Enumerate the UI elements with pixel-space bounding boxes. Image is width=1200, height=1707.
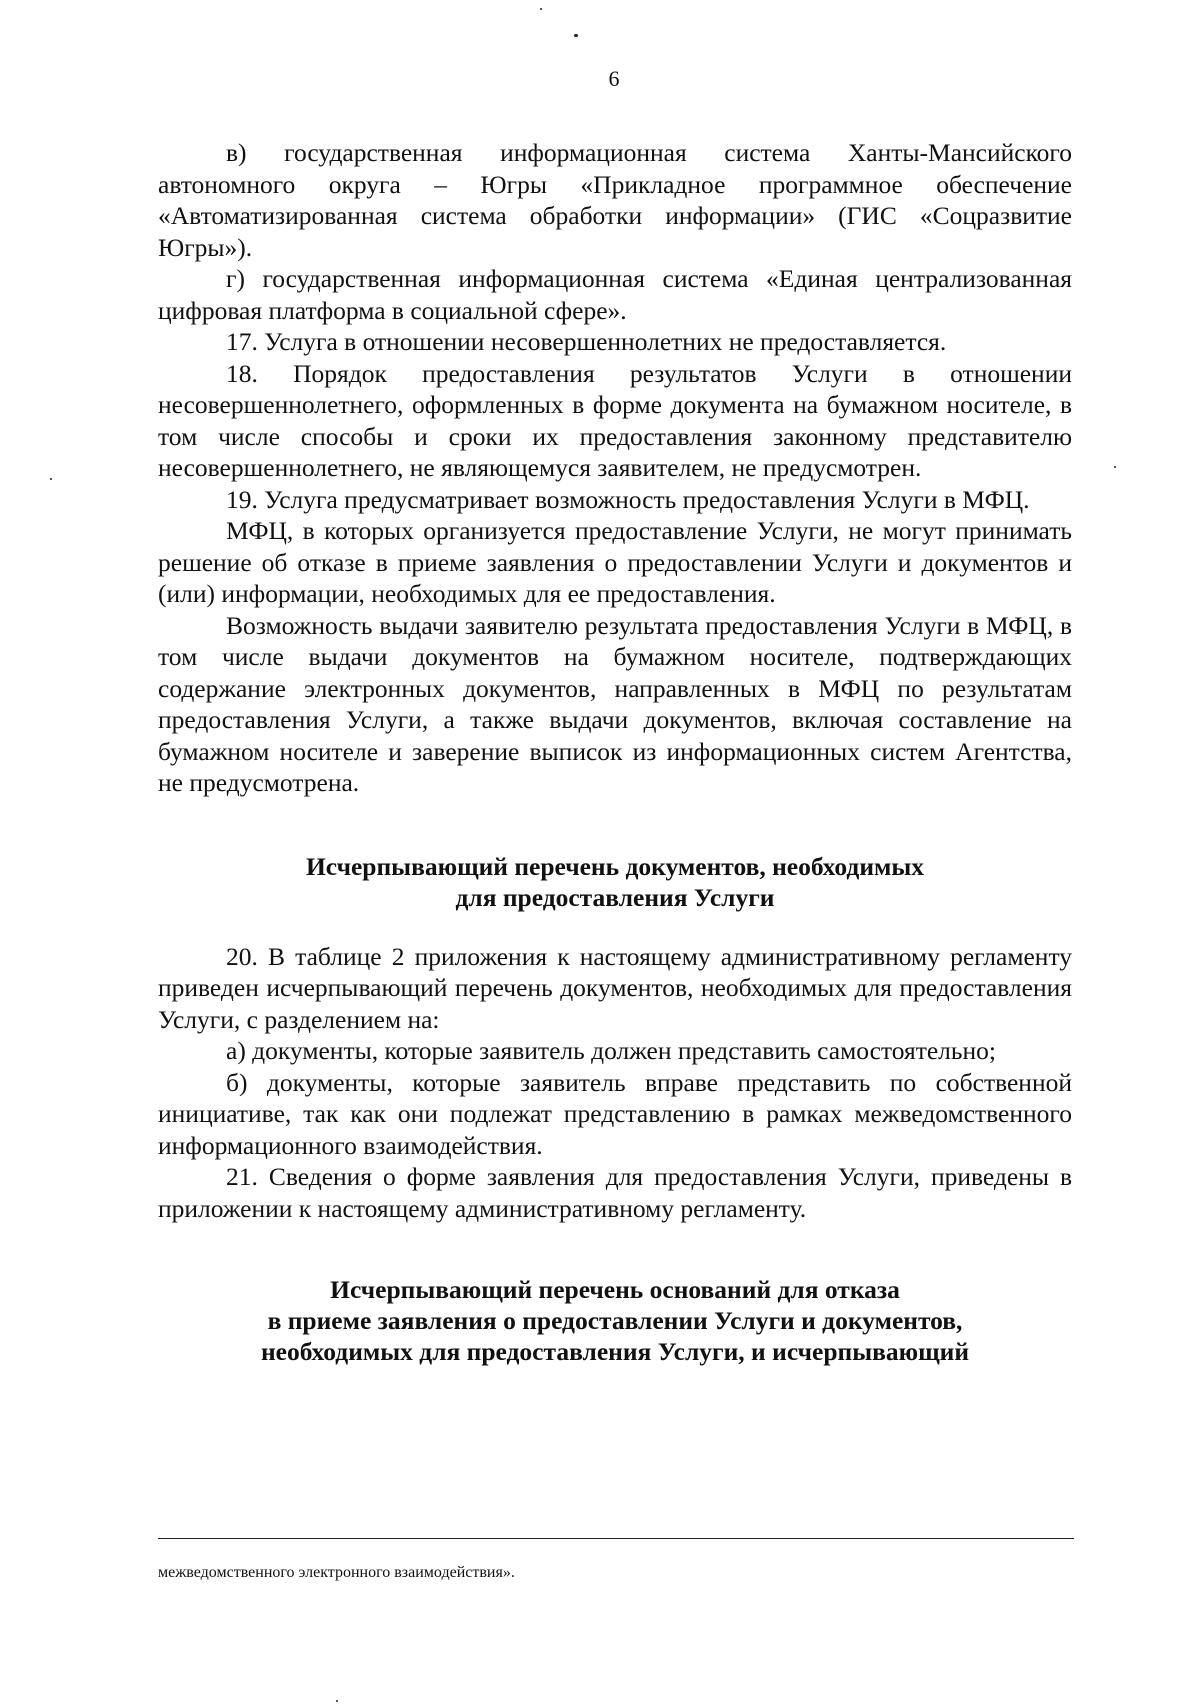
section-heading-refusal-line-1: Исчерпывающий перечень оснований для отказа — [330, 1275, 900, 1304]
scan-speck — [336, 1700, 338, 1702]
paragraph-20: 20. В таблице 2 приложения к настоящему административному регламенту приведен исчерпывающий перечень документов, необходимых для предоставления Услуги, с разделением на: — [158, 941, 1072, 1034]
paragraph-item-g: г) государственная информационная система «Единая централизованная цифровая платформа в социальной сфере». — [158, 264, 1072, 325]
paragraph-21: 21. Сведения о форме заявления для предоставления Услуги, приведены в приложении к настоящему административному регламенту. — [158, 1162, 1072, 1223]
section-heading-documents — [158, 851, 1072, 913]
scan-speck — [540, 8, 542, 10]
paragraph-item-v: в) государственная информационная система Ханты-Мансийского автономного округа – Югры «Прикладное программное обеспечение «Автоматизированная система обработки информации» (ГИС «Соцразвитие Югры»). — [158, 138, 1072, 262]
paragraph-20-a: а) документы, которые заявитель должен представить самостоятельно; — [226, 1036, 997, 1065]
footnote-divider — [158, 1538, 1074, 1539]
paragraph-19: 19. Услуга предусматривает возможность предоставления Услуги в МФЦ. — [226, 484, 1030, 514]
paragraph-19-mfc: МФЦ, в которых организуется предоставление Услуги, не могут принимать решение об отказе в приеме заявления о предоставлении Услуги и документов и (или) информации, необходимых для ее предоставления. — [158, 516, 1072, 608]
paragraph-20-b: б) документы, которые заявитель вправе представить по собственной инициативе, так как они подлежат представлению в рамках межведомственного информационного взаимодействия. — [158, 1067, 1072, 1160]
section-heading-refusal-line-2: в приеме заявления о предоставлении Услуги и документов, — [267, 1306, 963, 1335]
section-heading-refusal — [158, 1274, 1072, 1367]
scan-speck — [50, 478, 52, 480]
document-body — [158, 137, 1072, 1367]
page-number: 6 — [608, 66, 620, 91]
paragraph-19-issue: Возможность выдачи заявителю результата предоставления Услуги в МФЦ, в том числе выдачи документов на бумажном носителе, подтверждающих содержание электронных документов, направленных в МФЦ по результатам предоставления Услуги, а также выдачи документов, включая составление на бумажном носителе и заверение выписок из информационных систем Агентства, не предусмотрена. — [158, 610, 1072, 797]
paragraph-18: 18. Порядок предоставления результатов Услуги в отношении несовершеннолетнего, оформленных в форме документа на бумажном носителе, в том числе способы и сроки их предоставления законному представителю несовершеннолетнего, не являющемуся заявителем, не предусмотрен. — [158, 358, 1072, 482]
section-heading-documents-line-1: Исчерпывающий перечень документов, необходимых — [305, 851, 925, 881]
paragraph-17: 17. Услуга в отношении несовершеннолетних не предоставляется. — [226, 327, 947, 356]
scan-speck — [1114, 466, 1116, 468]
section-heading-refusal-line-3: необходимых для предоставления Услуги, и исчерпывающий — [260, 1337, 970, 1366]
scan-speck — [574, 34, 578, 37]
section-heading-documents-line-2: для предоставления Услуги — [455, 882, 775, 912]
footnote-text: межведомственного электронного взаимодействия». — [158, 1564, 515, 1581]
